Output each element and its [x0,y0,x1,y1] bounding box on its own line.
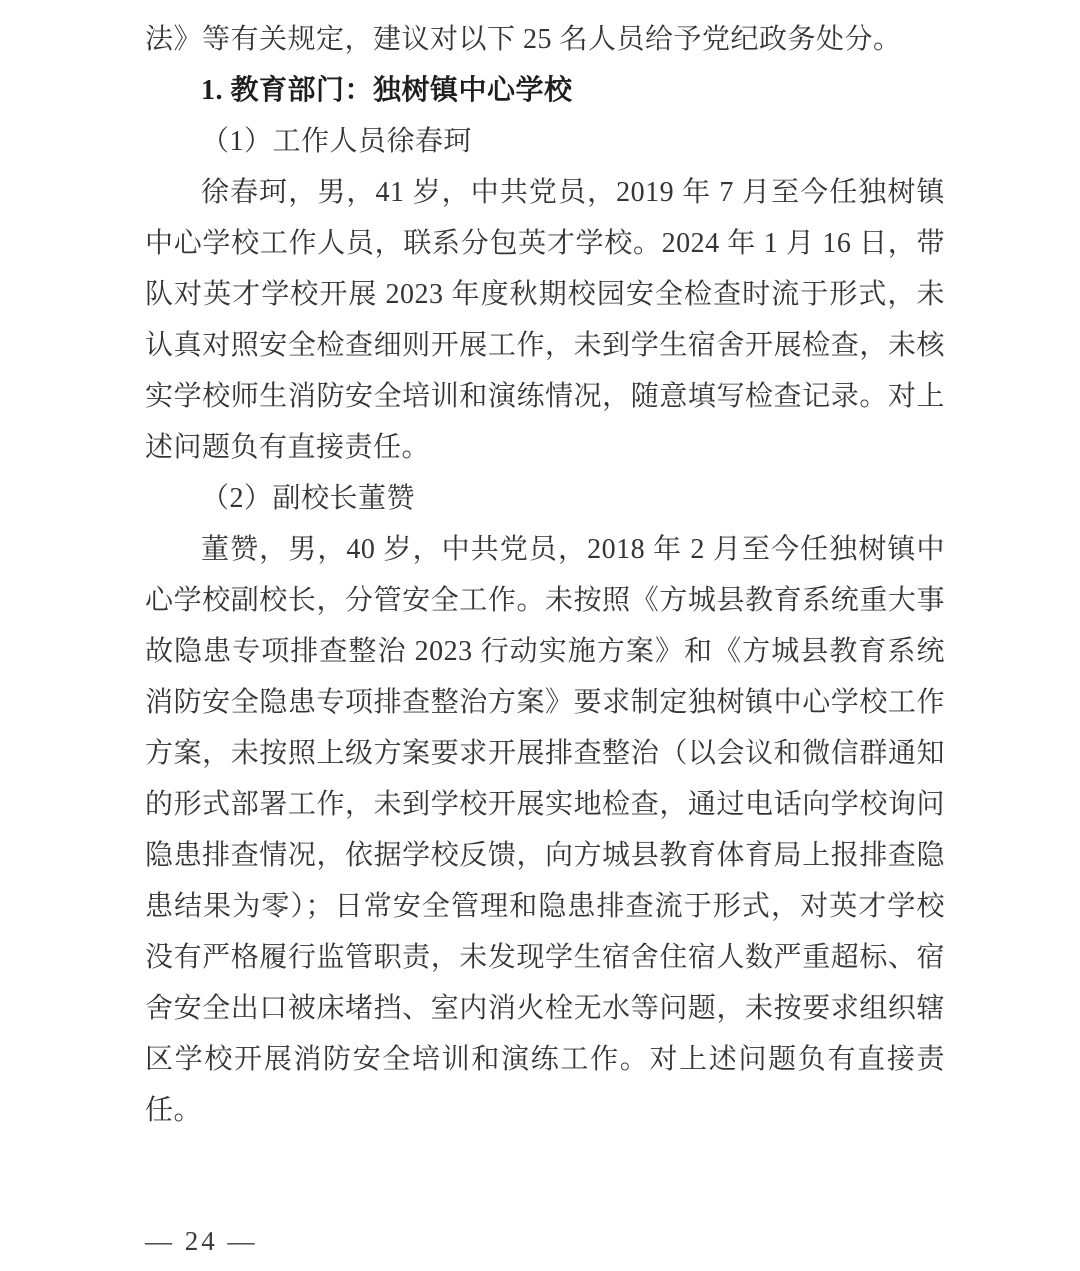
body-paragraph-dong-zan: 董赞，男，40 岁，中共党员，2018 年 2 月至今任独树镇中心学校副校长，分管安全工作。未按照《方城县教育系统重大事故隐患专项排查整治 2023 行动实施方案》和《方城县教育系统消防安全隐患专项排查整治方案》要求制定独树镇中心学校工作方案，未按照上级方案要求开展排查整治（以会议和微信群通知的形式部署工作，未到学校开展实地检查，通过电话向学校询问隐患排查情况，依据学校反馈，向方城县教育体育局上报排查隐患结果为零）；日常安全管理和隐患排查流于形式，对英才学校没有严格履行监管职责，未发现学生宿舍住宿人数严重超标、宿舍安全出口被床堵挡、室内消火栓无水等问题，未按要求组织辖区学校开展消防安全培训和演练工作。对上述问题负有直接责任。 [145,534,945,1126]
subsection-heading-vice-principal-dong-zan: （2）副校长董赞 [201,483,416,514]
page-number: — 24 — [145,1226,258,1256]
body-paragraph-xu-chunke: 徐春珂，男，41 岁，中共党员，2019 年 7 月至今任独树镇中心学校工作人员，联系分包英才学校。2024 年 1 月 16 日，带队对英才学校开展 2023 年度秋期校园安全检查时流于形式，未认真对照安全检查细则开展工作，未到学生宿舍开展检查，未核实学校师生消防安全培训和演练情况，随意填写检查记录。对上述问题负有直接责任。 [145,177,945,463]
continuation-paragraph: 法》等有关规定，建议对以下 25 名人员给予党纪政务处分。 [145,24,902,55]
subsection-heading-staff-xu-chunke: （1）工作人员徐春珂 [201,126,473,157]
document-text-block [145,14,945,1136]
section-heading-education-department: 1. 教育部门：独树镇中心学校 [201,75,573,106]
